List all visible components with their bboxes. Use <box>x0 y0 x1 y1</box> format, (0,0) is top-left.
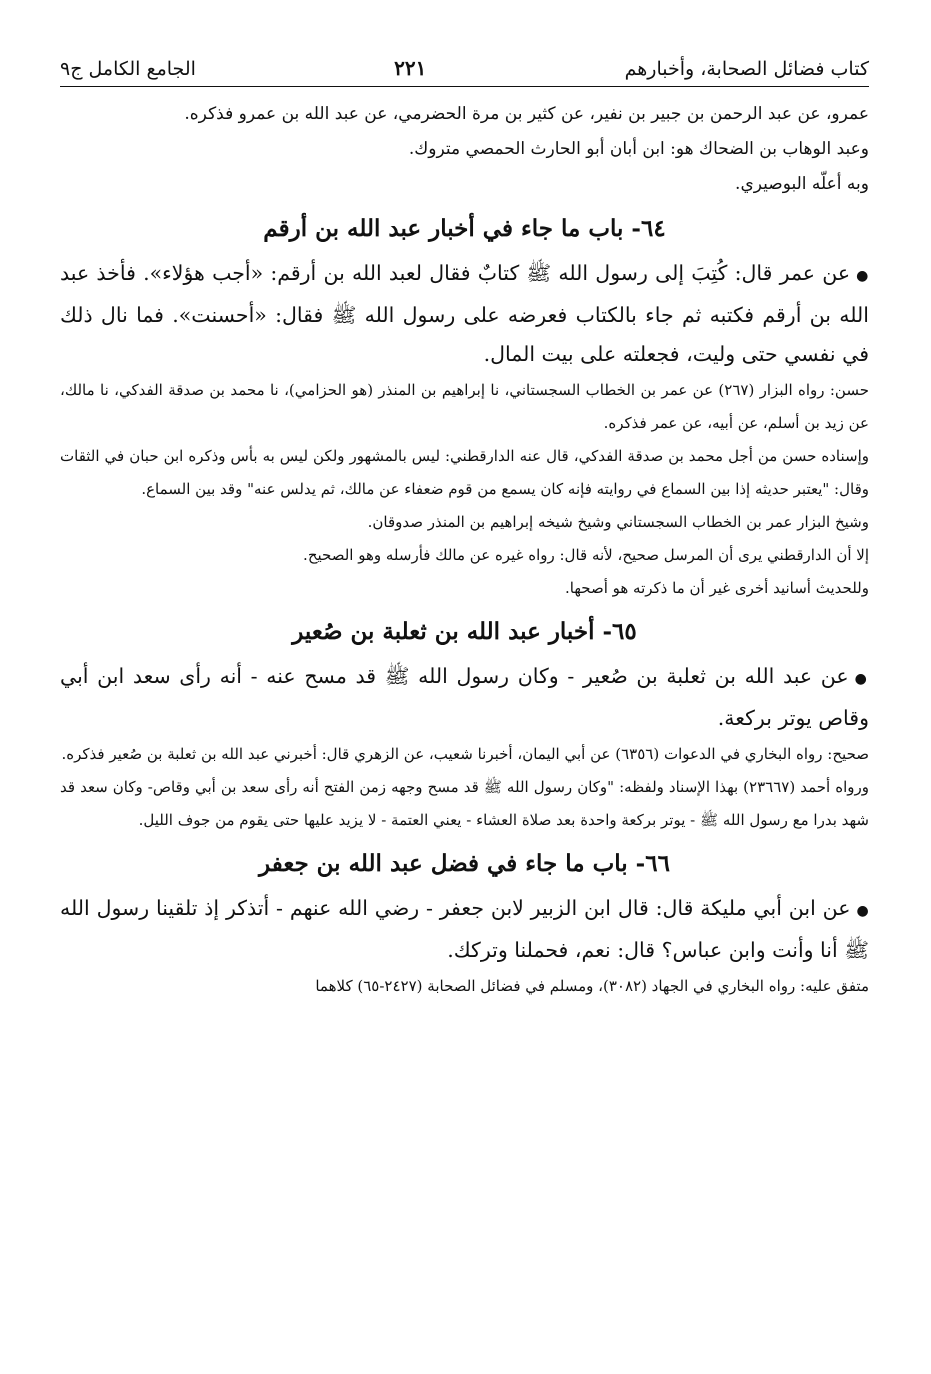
bullet-icon: ● <box>856 268 869 284</box>
takhrij-note: وإسناده حسن من أجل محمد بن صدقة الفدكي، قال عنه الدارقطني: ليس بالمشهور ولكن ليس به بأس وذكره ابن حبان في الثقات وقال: "يعتبر حديثه إذا بين السماع في روايته فإنه كان يسمع من قوم ضعفاء عن مالك، ثم يدلس عنه" وقد بين السماع. <box>60 447 869 498</box>
header-volume-title: الجامع الكامل ج٩ <box>60 58 196 80</box>
hadith-text: ●عن عمر قال: كُتِبَ إلى رسول الله ﷺ كتابٌ فقال لعبد الله بن أرقم: «أجب هؤلاء». فأخذ عبد الله بن أرقم فكتبه ثم جاء بالكتاب فعرضه على رسول الله ﷺ فقال: «أحسنت». فما نال ذلك في نفسي حتى وليت، فجعلته على بيت المال. <box>60 261 869 366</box>
intro-block <box>60 97 869 202</box>
intro-paragraph: وبه أعلّه البوصيري. <box>735 174 869 194</box>
bullet-icon: ● <box>854 671 870 687</box>
header-rule <box>60 86 869 87</box>
intro-paragraph: عمرو، عن عبد الرحمن بن جبير بن نفير، عن كثير بن مرة الحضرمي، عن عبد الله بن عمرو فذكره. <box>184 104 869 124</box>
takhrij-note: متفق عليه: رواه البخاري في الجهاد (٣٠٨٢)، ومسلم في فضائل الصحابة (٢٤٢٧-٦٥) كلاهما <box>315 977 869 995</box>
intro-paragraph: وعبد الوهاب بن الضحاك هو: ابن أبان أبو الحارث الحمصي متروك. <box>408 139 869 159</box>
header-book-title: كتاب فضائل الصحابة، وأخبارهم <box>624 58 869 80</box>
bullet-icon: ● <box>856 903 869 919</box>
takhrij-note: وشيخ البزار عمر بن الخطاب السجستاني وشيخ شيخه إبراهيم بن المنذر صدوقان. <box>367 513 869 531</box>
section-64 <box>60 206 869 605</box>
takhrij-note: حسن: رواه البزار (٢٦٧) عن عمر بن الخطاب السجستاني، نا إبراهيم بن المنذر (هو الحزامي)، نا محمد بن صدقة الفدكي، نا مالك، عن زيد بن أسلم، عن أبيه، عن عمر فذكره. <box>60 381 870 432</box>
section-65 <box>60 609 869 837</box>
section-heading: ٦٤- باب ما جاء في أخبار عبد الله بن أرقم <box>263 215 666 242</box>
hadith-text: ●عن عبد الله بن ثعلبة بن صُعير - وكان رسول الله ﷺ قد مسح عنه - أنه رأى سعد ابن أبي وقاص يوتر بركعة. <box>60 664 870 730</box>
hadith-text: ●عن ابن أبي مليكة قال: قال ابن الزبير لابن جعفر - رضي الله عنهم - أتذكر إذ تلقينا رسول الله ﷺ أنا وأنت وابن عباس؟ قال: نعم، فحملنا وتركك. <box>60 896 869 962</box>
takhrij-note: صحيح: رواه البخاري في الدعوات (٦٣٥٦) عن أبي اليمان، أخبرنا شعيب، عن الزهري قال: أخبرني عبد الله بن ثعلبة بن صُعير فذكره. <box>61 745 869 763</box>
section-heading: ٦٦- باب ما جاء في فضل عبد الله بن جعفر <box>259 850 670 877</box>
section-heading: ٦٥- أخبار عبد الله بن ثعلبة بن صُعير <box>292 618 637 645</box>
page-number: ٢٢١ <box>394 56 427 80</box>
takhrij-note: وللحديث أسانيد أخرى غير أن ما ذكرته هو أصحها. <box>565 579 869 597</box>
section-66 <box>60 841 869 1003</box>
running-header <box>60 56 869 86</box>
takhrij-note: إلا أن الدارقطني يرى أن المرسل صحيح، لأنه قال: رواه غيره عن مالك فأرسله وهو الصحيح. <box>303 546 869 564</box>
takhrij-note: ورواه أحمد (٢٣٦٦٧) بهذا الإسناد ولفظه: "وكان رسول الله ﷺ قد مسح وجهه زمن الفتح أنه رأى سعد بن أبي وقاص- وكان سعد قد شهد بدرا مع رسول الله ﷺ - يوتر بركعة واحدة بعد صلاة العشاء - يعني العتمة - لا يزيد عليها حتى يقوم من جوف الليل. <box>60 778 869 829</box>
